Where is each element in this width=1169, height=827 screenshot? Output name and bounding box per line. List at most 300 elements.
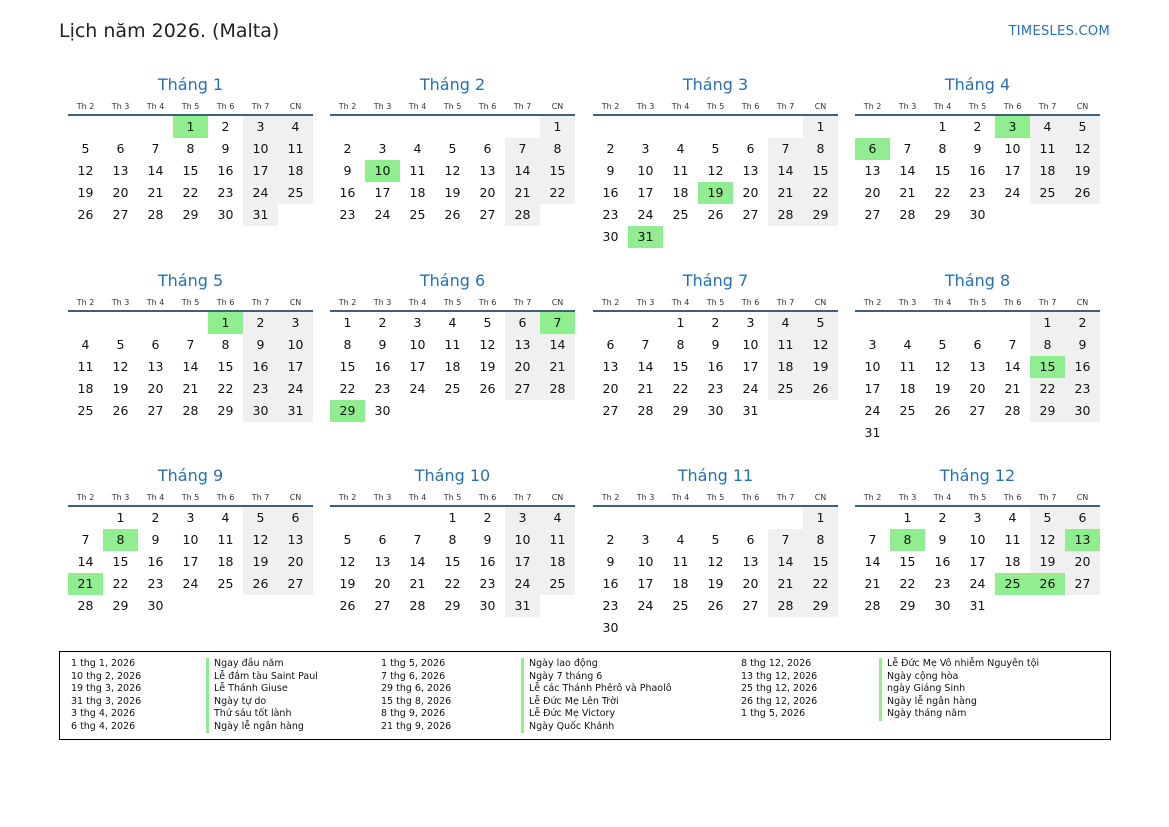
week-row — [593, 334, 838, 356]
day-cell: 21 — [637, 381, 654, 396]
day-cell: 3 — [641, 532, 650, 547]
day-cell: 2 — [151, 510, 160, 525]
weekday-label: Th 2 — [338, 298, 357, 307]
month-title: Tháng 7 — [682, 271, 749, 290]
empty-day — [400, 400, 435, 422]
day-cell: 14 — [768, 551, 803, 573]
day-cell: 25 — [672, 207, 689, 222]
legend-name-column — [206, 658, 318, 733]
day-cell: 13 — [505, 334, 540, 356]
month-calendar — [330, 268, 575, 422]
week-row — [330, 507, 575, 529]
day-cell: 7 — [151, 141, 160, 156]
weekday-label: CN — [814, 298, 827, 307]
day-cell: 4 — [768, 312, 803, 334]
holiday-day-cell: 21 — [68, 573, 103, 595]
empty-day — [400, 116, 435, 138]
day-cell: 4 — [903, 337, 912, 352]
day-cell: 3 — [413, 315, 422, 330]
weekday-label: Th 5 — [706, 102, 725, 111]
empty-day — [540, 400, 575, 422]
day-cell: 14 — [864, 554, 881, 569]
week-row — [68, 595, 313, 617]
day-cell: 25 — [768, 378, 803, 400]
day-cell: 9 — [606, 554, 615, 569]
day-cell: 1 — [343, 315, 352, 330]
day-cell: 23 — [479, 576, 496, 591]
weekday-label: Th 2 — [863, 298, 882, 307]
day-cell: 6 — [746, 141, 755, 156]
day-cell: 13 — [374, 554, 391, 569]
empty-day — [593, 312, 628, 334]
day-cell: 10 — [409, 337, 426, 352]
month-calendar — [68, 72, 313, 226]
day-cell: 19 — [707, 576, 724, 591]
day-cell: 14 — [409, 554, 426, 569]
empty-day — [628, 116, 663, 138]
week-row — [855, 356, 1100, 378]
day-cell: 8 — [938, 141, 947, 156]
weekday-label: Th 6 — [216, 493, 235, 502]
day-cell: 10 — [505, 529, 540, 551]
day-cell: 12 — [339, 554, 356, 569]
weekday-label: Th 4 — [671, 298, 690, 307]
month-title: Tháng 8 — [944, 271, 1011, 290]
holiday-day-cell: 15 — [1030, 356, 1065, 378]
day-cell: 1 — [903, 510, 912, 525]
day-cell: 11 — [899, 359, 916, 374]
day-cell: 2 — [243, 312, 278, 334]
day-cell: 26 — [112, 403, 129, 418]
empty-day — [663, 116, 698, 138]
weekday-label: Th 6 — [1003, 102, 1022, 111]
day-cell: 3 — [505, 507, 540, 529]
day-cell: 16 — [374, 359, 391, 374]
day-cell: 11 — [768, 334, 803, 356]
day-cell: 21 — [768, 182, 803, 204]
holiday-day-cell: 7 — [540, 312, 575, 334]
weekday-label: CN — [814, 493, 827, 502]
day-cell: 16 — [602, 576, 619, 591]
day-cell: 13 — [742, 554, 759, 569]
weekday-label: Th 7 — [513, 102, 532, 111]
month-calendar — [68, 463, 313, 617]
weekday-label: Th 2 — [863, 493, 882, 502]
day-cell: 4 — [676, 532, 685, 547]
weekday-label: Th 7 — [776, 493, 795, 502]
weekday-label: Th 2 — [601, 493, 620, 502]
day-cell: 27 — [374, 598, 391, 613]
weekday-label: Th 3 — [898, 493, 917, 502]
day-cell: 29 — [803, 595, 838, 617]
week-row — [593, 312, 838, 334]
day-cell: 18 — [278, 160, 313, 182]
week-row — [593, 617, 838, 639]
legend-holiday-name: Ngày lao động — [521, 658, 672, 671]
week-row — [330, 573, 575, 595]
day-cell: 28 — [768, 595, 803, 617]
day-cell: 12 — [803, 334, 838, 356]
day-cell: 2 — [606, 532, 615, 547]
day-cell: 21 — [182, 381, 199, 396]
day-cell: 8 — [803, 138, 838, 160]
month-title: Tháng 6 — [419, 271, 486, 290]
day-cell: 5 — [243, 507, 278, 529]
legend-date-column — [71, 658, 141, 733]
day-cell: 11 — [540, 529, 575, 551]
week-row — [593, 226, 838, 248]
day-cell: 25 — [444, 381, 461, 396]
empty-day — [890, 116, 925, 138]
day-cell: 6 — [746, 532, 755, 547]
day-cell: 6 — [378, 532, 387, 547]
weekday-label: Th 5 — [706, 493, 725, 502]
day-cell: 16 — [339, 185, 356, 200]
day-cell: 4 — [676, 141, 685, 156]
weekday-label: Th 3 — [636, 298, 655, 307]
weekday-label: Th 6 — [741, 493, 760, 502]
day-cell: 23 — [374, 381, 391, 396]
day-cell: 5 — [483, 315, 492, 330]
empty-day — [733, 507, 768, 529]
weekday-label: Th 4 — [671, 102, 690, 111]
holiday-day-cell: 8 — [890, 529, 925, 551]
day-cell: 29 — [899, 598, 916, 613]
day-cell: 26 — [339, 598, 356, 613]
day-cell: 15 — [444, 554, 461, 569]
day-cell: 30 — [147, 598, 164, 613]
day-cell: 25 — [899, 403, 916, 418]
day-cell: 17 — [505, 551, 540, 573]
weekday-label: Th 4 — [408, 493, 427, 502]
weekday-label: CN — [1076, 493, 1089, 502]
day-cell: 16 — [969, 163, 986, 178]
empty-day — [663, 226, 698, 248]
day-cell: 21 — [768, 573, 803, 595]
week-row — [330, 138, 575, 160]
empty-day — [698, 617, 733, 639]
weekday-label: Th 7 — [513, 298, 532, 307]
day-cell: 3 — [378, 141, 387, 156]
day-cell: 29 — [1030, 400, 1065, 422]
day-cell: 30 — [602, 620, 619, 635]
day-cell: 6 — [151, 337, 160, 352]
day-cell: 15 — [540, 160, 575, 182]
day-cell: 10 — [864, 359, 881, 374]
weekday-label: Th 5 — [181, 493, 200, 502]
day-cell: 20 — [112, 185, 129, 200]
day-cell: 30 — [602, 229, 619, 244]
weekday-label: Th 6 — [216, 102, 235, 111]
day-cell: 22 — [217, 381, 234, 396]
day-cell: 17 — [409, 359, 426, 374]
weekday-label: Th 5 — [968, 298, 987, 307]
month-calendar — [855, 463, 1100, 617]
day-cell: 1 — [1030, 312, 1065, 334]
day-cell: 4 — [221, 510, 230, 525]
day-cell: 23 — [934, 576, 951, 591]
brand-link[interactable]: TIMESLES.COM — [1008, 24, 1110, 39]
weekday-label: Th 3 — [111, 102, 130, 111]
day-cell: 13 — [112, 163, 129, 178]
weekday-label: Th 2 — [76, 102, 95, 111]
day-cell: 2 — [483, 510, 492, 525]
day-cell: 29 — [934, 207, 951, 222]
day-cell: 25 — [77, 403, 94, 418]
day-cell: 9 — [243, 334, 278, 356]
holiday-day-cell: 31 — [628, 226, 663, 248]
day-cell: 14 — [637, 359, 654, 374]
weekday-label: Th 4 — [408, 298, 427, 307]
day-cell: 26 — [707, 598, 724, 613]
weekday-label: CN — [551, 493, 564, 502]
day-cell: 21 — [1004, 381, 1021, 396]
day-cell: 25 — [217, 576, 234, 591]
empty-day — [68, 116, 103, 138]
day-cell: 27 — [969, 403, 986, 418]
day-cell: 3 — [243, 116, 278, 138]
week-row — [330, 116, 575, 138]
day-cell: 4 — [448, 315, 457, 330]
day-cell: 10 — [742, 337, 759, 352]
day-cell: 23 — [147, 576, 164, 591]
day-cell: 25 — [278, 182, 313, 204]
day-cell: 29 — [217, 403, 234, 418]
day-cell: 20 — [1065, 551, 1100, 573]
month-calendar — [68, 268, 313, 422]
weekday-label: Th 7 — [251, 102, 270, 111]
day-cell: 5 — [803, 312, 838, 334]
empty-day — [1065, 595, 1100, 617]
day-cell: 10 — [637, 554, 654, 569]
day-cell: 14 — [77, 554, 94, 569]
day-cell: 18 — [540, 551, 575, 573]
day-cell: 24 — [243, 182, 278, 204]
day-cell: 17 — [243, 160, 278, 182]
week-row — [855, 312, 1100, 334]
day-cell: 14 — [768, 160, 803, 182]
day-cell: 26 — [243, 573, 278, 595]
empty-day — [733, 617, 768, 639]
day-cell: 28 — [147, 207, 164, 222]
day-cell: 7 — [81, 532, 90, 547]
weekday-label: CN — [1076, 298, 1089, 307]
day-cell: 22 — [803, 573, 838, 595]
day-cell: 27 — [742, 207, 759, 222]
day-cell: 30 — [243, 400, 278, 422]
weekday-label: Th 5 — [181, 102, 200, 111]
weekday-label: Th 7 — [776, 298, 795, 307]
week-row — [68, 551, 313, 573]
day-cell: 7 — [641, 337, 650, 352]
day-cell: 11 — [278, 138, 313, 160]
week-row — [855, 507, 1100, 529]
day-cell: 17 — [278, 356, 313, 378]
week-row — [68, 116, 313, 138]
day-cell: 4 — [540, 507, 575, 529]
weekday-header — [593, 294, 838, 312]
day-cell: 28 — [768, 204, 803, 226]
weekday-label: Th 6 — [741, 102, 760, 111]
empty-day — [855, 507, 890, 529]
legend-holiday-name: Ngày lễ ngân hàng — [879, 696, 1039, 709]
day-cell: 19 — [1030, 551, 1065, 573]
week-row — [855, 422, 1100, 444]
day-cell: 24 — [637, 207, 654, 222]
empty-day — [768, 617, 803, 639]
day-cell: 7 — [413, 532, 422, 547]
legend-holiday-name: Ngày Quốc Khánh — [521, 721, 672, 734]
weekday-label: Th 3 — [636, 493, 655, 502]
week-row — [68, 378, 313, 400]
week-row — [593, 182, 838, 204]
weekday-header — [68, 489, 313, 507]
empty-day — [173, 595, 208, 617]
weekday-label: Th 3 — [111, 493, 130, 502]
day-cell: 26 — [707, 207, 724, 222]
legend-date-column — [381, 658, 451, 733]
weekday-label: Th 2 — [76, 493, 95, 502]
day-cell: 20 — [602, 381, 619, 396]
weekday-label: Th 7 — [1038, 298, 1057, 307]
day-cell: 18 — [217, 554, 234, 569]
day-cell: 11 — [672, 163, 689, 178]
day-cell: 23 — [1065, 378, 1100, 400]
day-cell: 27 — [278, 573, 313, 595]
day-cell: 2 — [973, 119, 982, 134]
day-cell: 5 — [1030, 507, 1065, 529]
week-row — [855, 204, 1100, 226]
empty-day — [1065, 422, 1100, 444]
week-row — [855, 378, 1100, 400]
legend-date: 29 thg 6, 2026 — [381, 683, 452, 694]
day-cell: 2 — [221, 119, 230, 134]
day-cell: 19 — [479, 359, 496, 374]
day-cell: 3 — [641, 141, 650, 156]
day-cell: 28 — [899, 207, 916, 222]
day-cell: 7 — [903, 141, 912, 156]
empty-day — [698, 116, 733, 138]
empty-day — [855, 116, 890, 138]
week-row — [855, 400, 1100, 422]
day-cell: 24 — [637, 598, 654, 613]
legend-date: 7 thg 6, 2026 — [381, 670, 446, 682]
weekday-label: Th 2 — [338, 493, 357, 502]
day-cell: 27 — [147, 403, 164, 418]
day-cell: 25 — [409, 207, 426, 222]
day-cell: 28 — [409, 598, 426, 613]
day-cell: 26 — [479, 381, 496, 396]
day-cell: 8 — [803, 529, 838, 551]
day-cell: 2 — [378, 315, 387, 330]
day-cell: 9 — [483, 532, 492, 547]
day-cell: 20 — [742, 576, 759, 591]
day-cell: 11 — [409, 163, 426, 178]
week-row — [68, 573, 313, 595]
day-cell: 5 — [343, 532, 352, 547]
weekday-label: Th 7 — [251, 298, 270, 307]
day-cell: 11 — [77, 359, 94, 374]
empty-day — [1030, 422, 1065, 444]
day-cell: 12 — [934, 359, 951, 374]
day-cell: 16 — [217, 163, 234, 178]
weekday-label: CN — [551, 298, 564, 307]
legend-holiday-name: Thứ sáu tốt lành — [206, 708, 318, 721]
day-cell: 21 — [409, 576, 426, 591]
day-cell: 28 — [864, 598, 881, 613]
weekday-label: Th 7 — [1038, 102, 1057, 111]
day-cell: 7 — [1008, 337, 1017, 352]
day-cell: 19 — [243, 551, 278, 573]
day-cell: 27 — [1065, 573, 1100, 595]
day-cell: 23 — [602, 207, 619, 222]
day-cell: 31 — [505, 595, 540, 617]
day-cell: 13 — [742, 163, 759, 178]
empty-day — [435, 116, 470, 138]
week-row — [593, 400, 838, 422]
day-cell: 19 — [77, 185, 94, 200]
day-cell: 1 — [803, 116, 838, 138]
week-row — [855, 116, 1100, 138]
day-cell: 19 — [339, 576, 356, 591]
week-row — [593, 160, 838, 182]
day-cell: 16 — [602, 185, 619, 200]
day-cell: 8 — [186, 141, 195, 156]
empty-day — [995, 312, 1030, 334]
legend-holiday-name: Lễ các Thánh Phêrô và Phaolô — [521, 683, 672, 696]
weekday-label: Th 3 — [373, 102, 392, 111]
day-cell: 10 — [1004, 141, 1021, 156]
day-cell: 29 — [803, 204, 838, 226]
day-cell: 31 — [742, 403, 759, 418]
legend-date: 1 thg 5, 2026 — [741, 708, 806, 719]
week-row — [593, 595, 838, 617]
legend-holiday-name: Lễ Thánh Giuse — [206, 683, 318, 696]
day-cell: 5 — [116, 337, 125, 352]
weekday-label: Th 2 — [601, 102, 620, 111]
week-row — [855, 138, 1100, 160]
day-cell: 31 — [278, 400, 313, 422]
day-cell: 4 — [278, 116, 313, 138]
legend-holiday-name: Ngay đầu năm — [206, 658, 318, 671]
day-cell: 30 — [707, 403, 724, 418]
empty-day — [698, 226, 733, 248]
week-row — [68, 356, 313, 378]
empty-day — [470, 116, 505, 138]
day-cell: 11 — [1030, 138, 1065, 160]
month-calendar — [593, 463, 838, 639]
holiday-day-cell: 26 — [1030, 573, 1065, 595]
weekday-label: Th 3 — [898, 298, 917, 307]
empty-day — [855, 312, 890, 334]
day-cell: 22 — [540, 182, 575, 204]
weekday-header — [68, 294, 313, 312]
weekday-label: Th 2 — [338, 102, 357, 111]
empty-day — [960, 312, 995, 334]
day-cell: 25 — [1030, 182, 1065, 204]
day-cell: 23 — [707, 381, 724, 396]
day-cell: 30 — [934, 598, 951, 613]
day-cell: 1 — [540, 116, 575, 138]
legend-date: 6 thg 4, 2026 — [71, 720, 136, 732]
day-cell: 30 — [217, 207, 234, 222]
day-cell: 24 — [742, 381, 759, 396]
month-title: Tháng 10 — [414, 466, 491, 485]
empty-day — [138, 116, 173, 138]
day-cell: 21 — [899, 185, 916, 200]
empty-day — [400, 507, 435, 529]
day-cell: 5 — [1065, 116, 1100, 138]
